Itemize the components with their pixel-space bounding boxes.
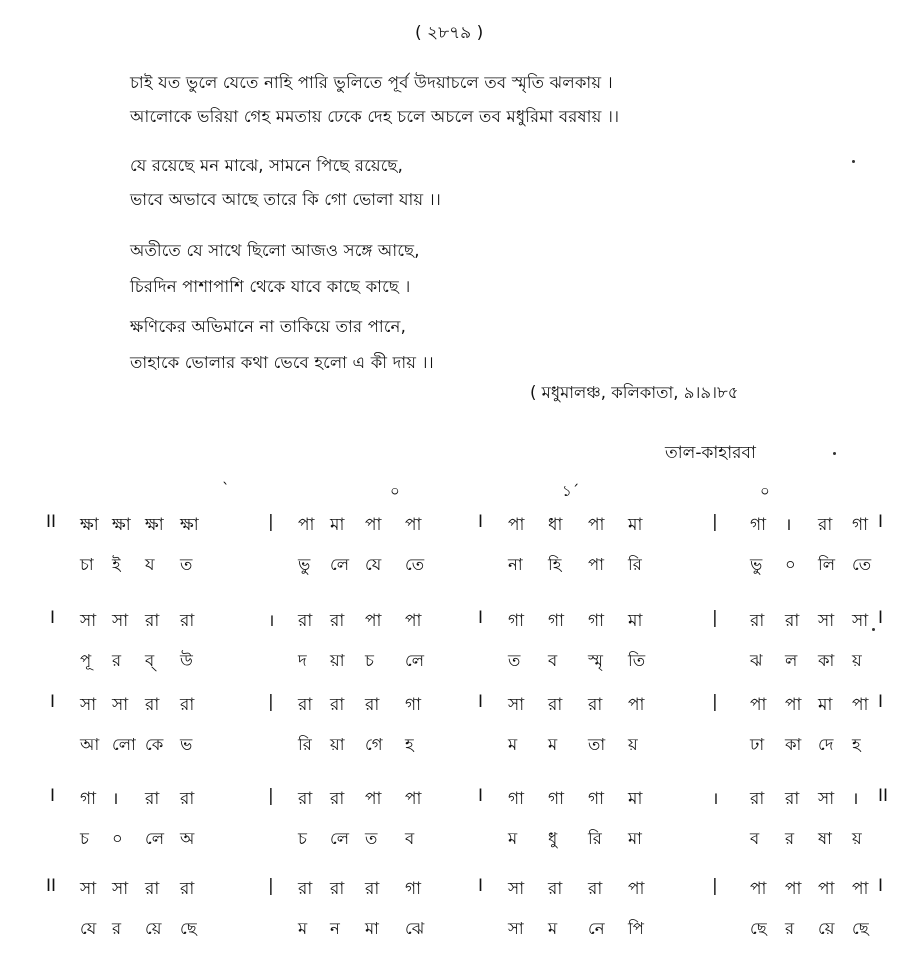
lyric-syllable: ভু: [750, 555, 763, 574]
lyric-syllable: লে: [145, 829, 164, 848]
swara-note: পা: [750, 879, 767, 899]
speck: [833, 452, 836, 455]
lyric-line: যে রয়েছে মন মাঝে, সামনে পিছে রয়েছে,: [130, 156, 404, 175]
swara-note: মা: [818, 695, 833, 715]
lyric-syllable: য়: [852, 651, 862, 670]
swara-note: গা: [508, 611, 525, 631]
swara-note: সা: [112, 879, 129, 899]
lyric-syllable: লে: [405, 651, 424, 670]
lyric-syllable: হি: [548, 555, 562, 574]
lyric-syllable: পূ: [80, 651, 92, 670]
bar-separator: |: [712, 692, 718, 712]
beat-mark: ˋ: [222, 480, 230, 498]
lyric-syllable: ব: [405, 829, 415, 848]
speck: [852, 160, 855, 163]
notation-start-bar: I: [50, 692, 56, 712]
swara-note: পা: [405, 789, 422, 809]
swara-note: পা: [365, 789, 382, 809]
swara-note: রা: [818, 515, 833, 535]
lyric-syllable: ম: [508, 829, 518, 848]
lyric-syllable: ধু: [548, 829, 558, 848]
swara-note: ক্ষা: [112, 515, 131, 535]
swara-note: রা: [298, 695, 313, 715]
notation-end-bar: I: [878, 608, 884, 628]
swara-note: ।: [785, 515, 792, 535]
lyric-syllable: র: [112, 651, 122, 670]
swara-note: পা: [750, 695, 767, 715]
swara-note: গা: [80, 789, 97, 809]
lyric-syllable: ত: [365, 829, 378, 848]
lyric-syllable: ত: [508, 651, 521, 670]
lyric-syllable: য়ে: [818, 919, 835, 938]
swara-note: মা: [628, 515, 643, 535]
swara-note: রা: [365, 695, 380, 715]
lyric-syllable: ঝে: [405, 919, 425, 938]
swara-note: রা: [180, 611, 195, 631]
lyric-syllable: র: [112, 919, 122, 938]
lyric-syllable: ম: [298, 919, 308, 938]
lyric-syllable: ০: [112, 829, 123, 848]
lyric-syllable: র: [785, 829, 795, 848]
page-number: ( ২৮৭৯ ): [415, 23, 484, 43]
lyric-syllable: দে: [818, 735, 834, 754]
bar-separator: I: [478, 692, 484, 712]
source-citation: ( মধুমালঞ্চ, কলিকাতা, ৯।৯।৮৫: [530, 383, 739, 402]
swara-note: গা: [508, 789, 525, 809]
swara-note: পা: [852, 695, 869, 715]
lyric-syllable: ০: [785, 555, 796, 574]
lyric-syllable: ই: [112, 555, 121, 574]
lyric-syllable: ব্: [145, 651, 155, 670]
swara-note: রা: [750, 611, 765, 631]
notation-end-bar: I: [878, 876, 884, 896]
notation-end-bar: II: [878, 786, 889, 806]
swara-note: রা: [145, 879, 160, 899]
lyric-syllable: ষা: [818, 829, 832, 848]
lyric-syllable: যে: [365, 555, 382, 574]
lyric-syllable: চ: [80, 829, 89, 848]
swara-note: রা: [330, 695, 345, 715]
swara-note: সা: [818, 789, 835, 809]
swara-note: সা: [852, 611, 869, 631]
lyric-syllable: চ: [365, 651, 374, 670]
swara-note: রা: [180, 879, 195, 899]
swara-note: গা: [588, 611, 605, 631]
bar-separator: ।: [268, 611, 275, 631]
swara-note: রা: [588, 879, 603, 899]
swara-note: গা: [548, 789, 565, 809]
swara-note: পা: [365, 611, 382, 631]
lyric-syllable: পি: [628, 919, 644, 938]
lyric-syllable: লে: [330, 555, 349, 574]
swara-note: পা: [628, 879, 645, 899]
swara-note: রা: [548, 695, 563, 715]
lyric-line: চিরদিন পাশাপাশি থেকে যাবে কাছে কাছে ।: [130, 277, 411, 296]
swara-note: রা: [750, 789, 765, 809]
lyric-syllable: স্মৃ: [588, 651, 603, 670]
swara-note: গা: [548, 611, 565, 631]
lyric-syllable: তি: [628, 651, 646, 670]
swara-note: সা: [112, 611, 129, 631]
bar-separator: |: [268, 786, 274, 806]
lyric-syllable: ম: [548, 919, 558, 938]
lyric-syllable: ভ: [180, 735, 193, 754]
lyric-syllable: ছে: [750, 919, 767, 938]
lyric-syllable: মা: [628, 829, 642, 848]
swara-note: গা: [405, 695, 422, 715]
lyric-syllable: রি: [298, 735, 312, 754]
lyric-line: ভাবে অভাবে আছে তারে কি গো ভোলা যায় ।।: [130, 190, 442, 209]
swara-note: রা: [145, 611, 160, 631]
swara-note: রা: [785, 789, 800, 809]
swara-note: রা: [330, 879, 345, 899]
swara-note: সা: [80, 879, 97, 899]
lyric-syllable: য়া: [330, 651, 345, 670]
lyric-syllable: কা: [818, 651, 835, 670]
swara-note: সা: [80, 611, 97, 631]
lyric-syllable: হ: [405, 735, 414, 754]
lyric-syllable: য: [145, 555, 155, 574]
lyric-syllable: সা: [508, 919, 524, 938]
beat-mark: ০: [390, 482, 400, 500]
lyric-syllable: ল: [785, 651, 798, 670]
lyric-syllable: তে: [852, 555, 872, 574]
swara-note: রা: [298, 611, 313, 631]
swara-note: ক্ষা: [145, 515, 164, 535]
notation-start-bar: I: [50, 608, 56, 628]
bar-separator: I: [478, 608, 484, 628]
lyric-syllable: য়: [628, 735, 638, 754]
swara-note: সা: [112, 695, 129, 715]
swara-note: রা: [145, 789, 160, 809]
lyric-syllable: যে: [80, 919, 97, 938]
bar-separator: I: [478, 786, 484, 806]
bar-separator: |: [712, 512, 718, 532]
lyric-syllable: না: [508, 555, 523, 574]
lyric-syllable: লে: [330, 829, 349, 848]
swara-note: রা: [298, 789, 313, 809]
swara-note: রা: [298, 879, 313, 899]
swara-note: রা: [365, 879, 380, 899]
lyric-syllable: লো: [112, 735, 136, 754]
swara-note: পা: [818, 879, 835, 899]
swara-note: সা: [508, 695, 525, 715]
lyric-syllable: য়া: [330, 735, 345, 754]
lyric-syllable: কে: [145, 735, 164, 754]
swara-note: পা: [785, 695, 802, 715]
lyric-line: চাই যত ভুলে যেতে নাহি পারি ভুলিতে পূর্ব উদয়াচলে তব স্মৃতি ঝলকায় ।: [130, 73, 613, 92]
lyric-syllable: য়ে: [145, 919, 162, 938]
notation-end-bar: I: [878, 692, 884, 712]
lyric-syllable: ম: [548, 735, 558, 754]
swara-note: ।: [852, 789, 859, 809]
swara-note: গা: [588, 789, 605, 809]
lyric-syllable: তা: [588, 735, 606, 754]
lyric-syllable: চ: [298, 829, 307, 848]
bar-separator: I: [478, 876, 484, 896]
notation-end-bar: I: [878, 512, 884, 532]
swara-note: রা: [180, 789, 195, 809]
lyric-syllable: লি: [818, 555, 836, 574]
swara-note: পা: [508, 515, 525, 535]
swara-note: মা: [330, 515, 345, 535]
swara-note: ।: [112, 789, 119, 809]
swara-note: মা: [628, 789, 643, 809]
lyric-line: তাহাকে ভোলার কথা ভেবে হলো এ কী দায় ।।: [130, 353, 434, 372]
lyric-syllable: ম: [508, 735, 518, 754]
lyric-syllable: ত: [180, 555, 193, 574]
lyric-syllable: রি: [588, 829, 602, 848]
bar-separator: |: [712, 608, 718, 628]
lyric-syllable: ছে: [852, 919, 869, 938]
notation-start-bar: II: [46, 876, 57, 896]
bar-separator: |: [268, 876, 274, 896]
lyric-syllable: গে: [365, 735, 383, 754]
lyric-syllable: ব: [548, 651, 558, 670]
swara-note: রা: [145, 695, 160, 715]
lyric-syllable: হ: [852, 735, 861, 754]
bar-separator: |: [712, 876, 718, 896]
lyric-syllable: র: [785, 919, 795, 938]
beat-mark: ০: [760, 482, 770, 500]
lyric-syllable: য়: [852, 829, 862, 848]
lyric-syllable: ছে: [180, 919, 197, 938]
swara-note: পা: [588, 515, 605, 535]
speck: [872, 628, 875, 631]
swara-note: পা: [405, 611, 422, 631]
swara-note: সা: [80, 695, 97, 715]
lyric-syllable: অ: [180, 829, 195, 848]
bar-separator: |: [268, 512, 274, 532]
lyric-syllable: পা: [588, 555, 604, 574]
swara-note: পা: [785, 879, 802, 899]
swara-note: পা: [628, 695, 645, 715]
swara-note: রা: [330, 611, 345, 631]
swara-note: গা: [750, 515, 767, 535]
swara-note: রা: [330, 789, 345, 809]
bar-separator: |: [268, 692, 274, 712]
swara-note: ধা: [548, 515, 563, 535]
lyric-line: আলোকে ভরিয়া গেহ মমতায় ঢেকে দেহ চলে অচলে তব মধুরিমা বরষায় ।।: [130, 107, 620, 126]
lyric-syllable: কা: [785, 735, 802, 754]
lyric-syllable: উ: [180, 651, 193, 670]
swara-note: পা: [298, 515, 315, 535]
lyric-syllable: ভু: [298, 555, 311, 574]
lyric-syllable: তে: [405, 555, 425, 574]
swara-note: রা: [785, 611, 800, 631]
swara-note: রা: [180, 695, 195, 715]
lyric-syllable: মা: [365, 919, 379, 938]
swara-note: রা: [548, 879, 563, 899]
lyric-syllable: ঝ: [750, 651, 763, 670]
notation-start-bar: II: [46, 512, 57, 532]
swara-note: মা: [628, 611, 643, 631]
beat-mark: ১ˊ: [562, 482, 580, 500]
lyric-syllable: রি: [628, 555, 642, 574]
swara-note: পা: [365, 515, 382, 535]
lyric-syllable: চা: [80, 555, 94, 574]
swara-note: গা: [405, 879, 422, 899]
swara-note: রা: [588, 695, 603, 715]
swara-note: পা: [405, 515, 422, 535]
swara-note: সা: [508, 879, 525, 899]
lyric-line: অতীতে যে সাথে ছিলো আজও সঙ্গে আছে,: [130, 241, 420, 260]
lyric-syllable: দ: [298, 651, 307, 670]
swara-note: ক্ষা: [180, 515, 199, 535]
lyric-syllable: ব: [750, 829, 760, 848]
tala-label: তাল-কাহারবা: [665, 443, 756, 463]
lyric-line: ক্ষণিকের অভিমানে না তাকিয়ে তার পানে,: [130, 317, 407, 336]
lyric-syllable: আ: [80, 735, 100, 754]
bar-separator: I: [478, 512, 484, 532]
lyric-syllable: ঢা: [750, 735, 765, 754]
swara-note: সা: [818, 611, 835, 631]
lyric-syllable: নে: [588, 919, 605, 938]
lyric-syllable: ন: [330, 919, 340, 938]
swara-note: গা: [852, 515, 869, 535]
notation-start-bar: I: [50, 786, 56, 806]
swara-note: ক্ষা: [80, 515, 99, 535]
bar-separator: ।: [712, 789, 719, 809]
swara-note: পা: [852, 879, 869, 899]
